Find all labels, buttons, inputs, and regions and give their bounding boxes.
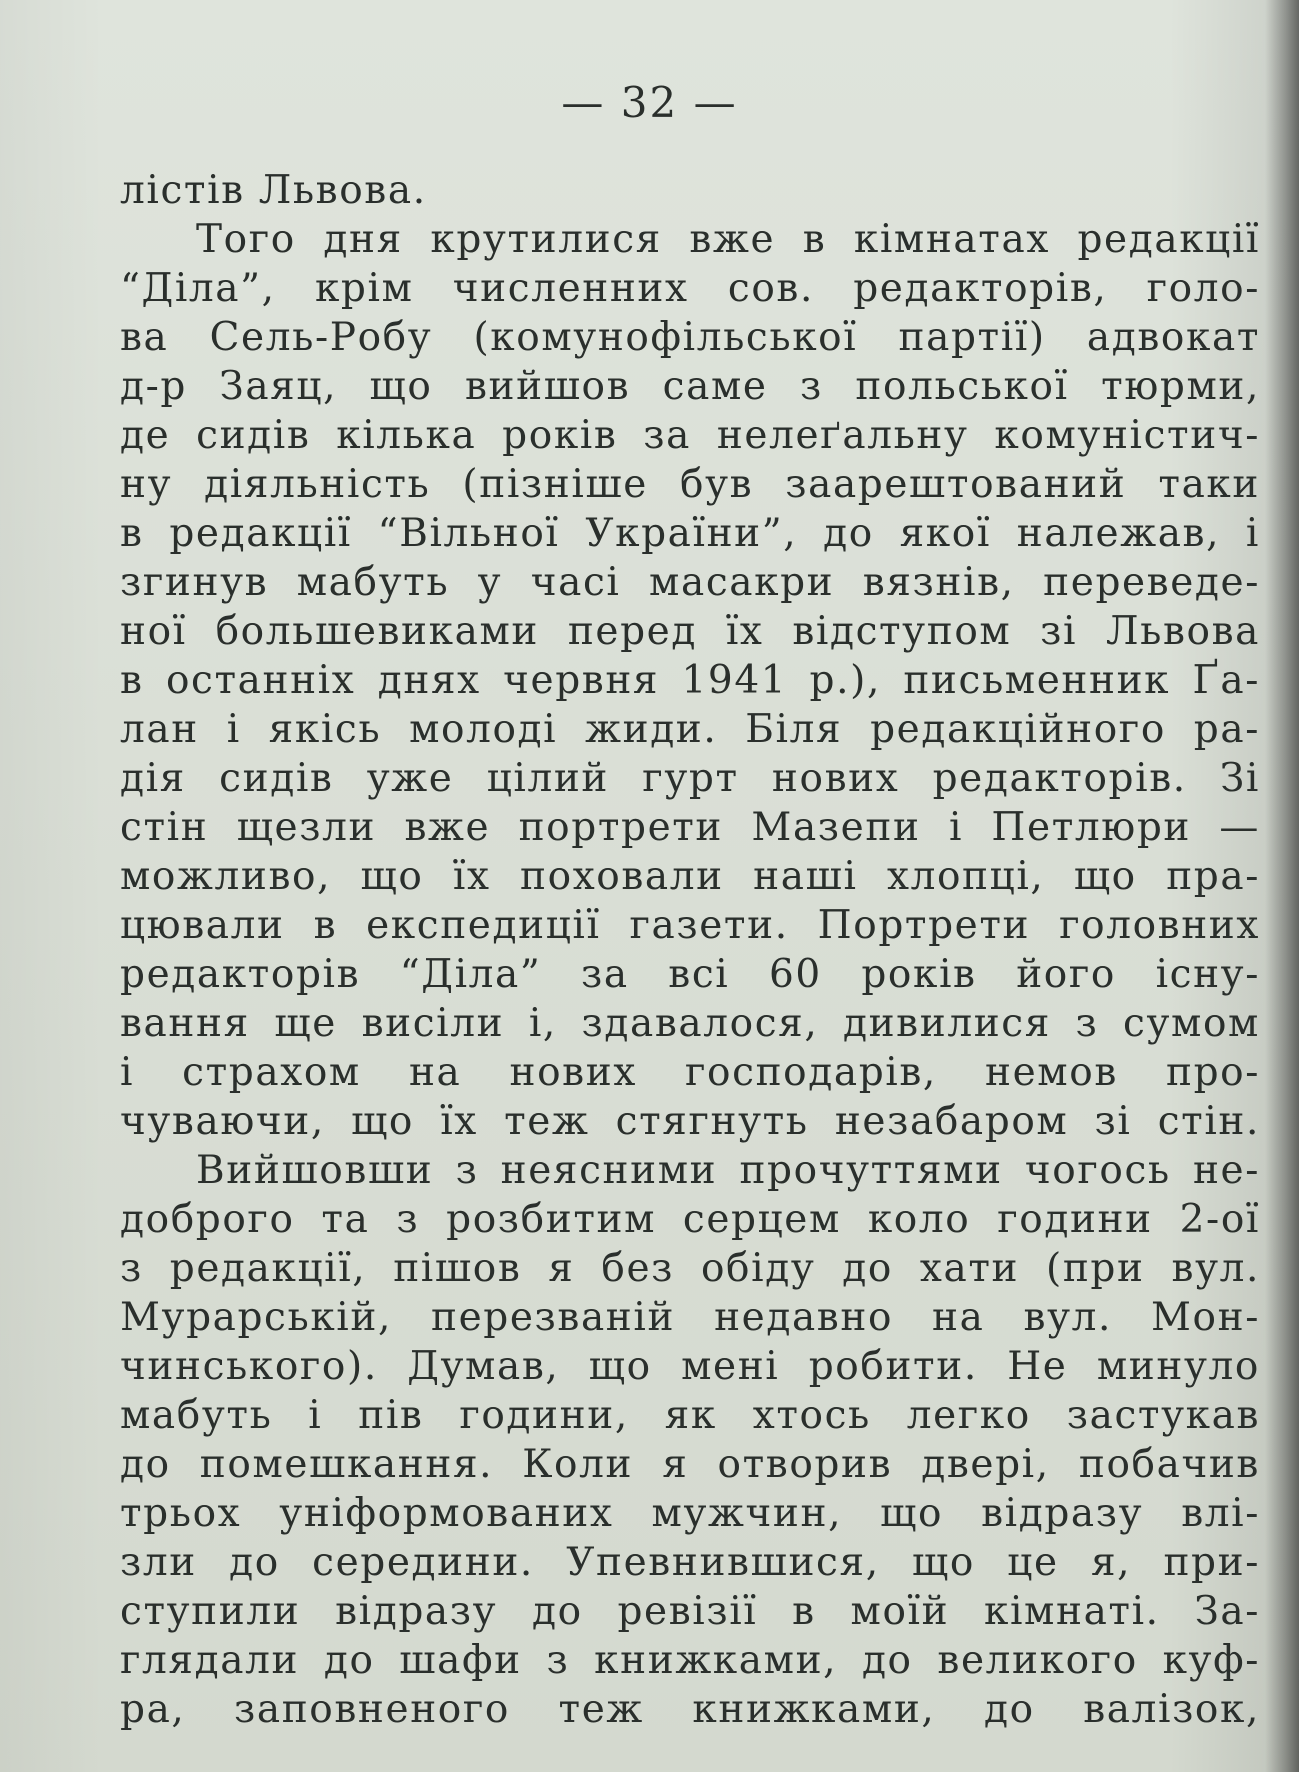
text-line: редакторів “Діла” за всі 60 років його існу- (120, 952, 1260, 997)
text-line: цювали в експедиції газети. Портрети головних (120, 903, 1260, 948)
text-line: згинув мабуть у часі масакри вязнів, переведе- (120, 560, 1260, 605)
text-line: зли до середини. Упевнившися, що це я, при- (120, 1540, 1260, 1585)
text-line: можливо, що їх поховали наші хлопці, що пра- (120, 854, 1260, 899)
text-line: глядали до шафи з книжками, до великого куф- (120, 1638, 1260, 1683)
text-line: ра, заповненого теж книжками, до валізок, (120, 1687, 1260, 1732)
text-line: чинського). Думав, що мені робити. Не минуло (120, 1344, 1260, 1389)
text-line: вання ще висіли і, здавалося, дивилися з сумом (120, 1001, 1260, 1046)
text-line: мабуть і пів години, як хтось легко застукав (120, 1393, 1260, 1438)
text-line: трьох уніформованих мужчин, що відразу влі- (120, 1491, 1260, 1536)
text-line: ступили відразу до ревізії в моїй кімнаті. За- (120, 1589, 1260, 1634)
text-line: де сидів кілька років за нелеґальну комуністич- (120, 413, 1260, 458)
text-line: лан і якісь молоді жиди. Біля редакційного ра- (120, 707, 1260, 752)
text-line: ної большевиками перед їх відступом зі Львова (120, 609, 1260, 654)
page-number: — 32 — (561, 78, 738, 127)
text-line: з редакції, пішов я без обіду до хати (при вул. (120, 1246, 1260, 1291)
text-line: лістів Львова. (120, 168, 427, 213)
text-line: в останніх днях червня 1941 р.), письменник Ґа- (120, 658, 1260, 703)
page-edge-shadow (1265, 0, 1299, 1772)
text-line: Того дня крутилися вже в кімнатах редакції (196, 217, 1260, 262)
text-line: д-р Заяц, що вийшов саме з польської тюрми, (120, 364, 1260, 409)
body-text (120, 166, 1260, 1734)
text-line: доброго та з розбитим серцем коло години 2-ої (120, 1197, 1260, 1242)
text-line: чуваючи, що їх теж стягнуть незабаром зі стін. (120, 1099, 1260, 1144)
text-line: Вийшовши з неясними прочуттями чогось не- (196, 1148, 1260, 1193)
text-line: в редакції “Вільної України”, до якої належав, і (120, 511, 1260, 556)
text-line: до помешкання. Коли я отворив двері, побачив (120, 1442, 1260, 1487)
text-line: Мурарській, перезваній недавно на вул. Мон- (120, 1295, 1260, 1340)
text-line: і страхом на нових господарів, немов про- (120, 1050, 1260, 1095)
text-line: ну діяльність (пізніше був заарештований таки (120, 462, 1260, 507)
text-line: “Діла”, крім численних сов. редакторів, голо- (120, 266, 1260, 311)
text-line: стін щезли вже портрети Мазепи і Петлюри — (120, 805, 1260, 850)
text-line: ва Сель-Робу (комунофільської партії) адвокат (120, 315, 1260, 360)
text-line: дія сидів уже цілий гурт нових редакторів. Зі (120, 756, 1260, 801)
